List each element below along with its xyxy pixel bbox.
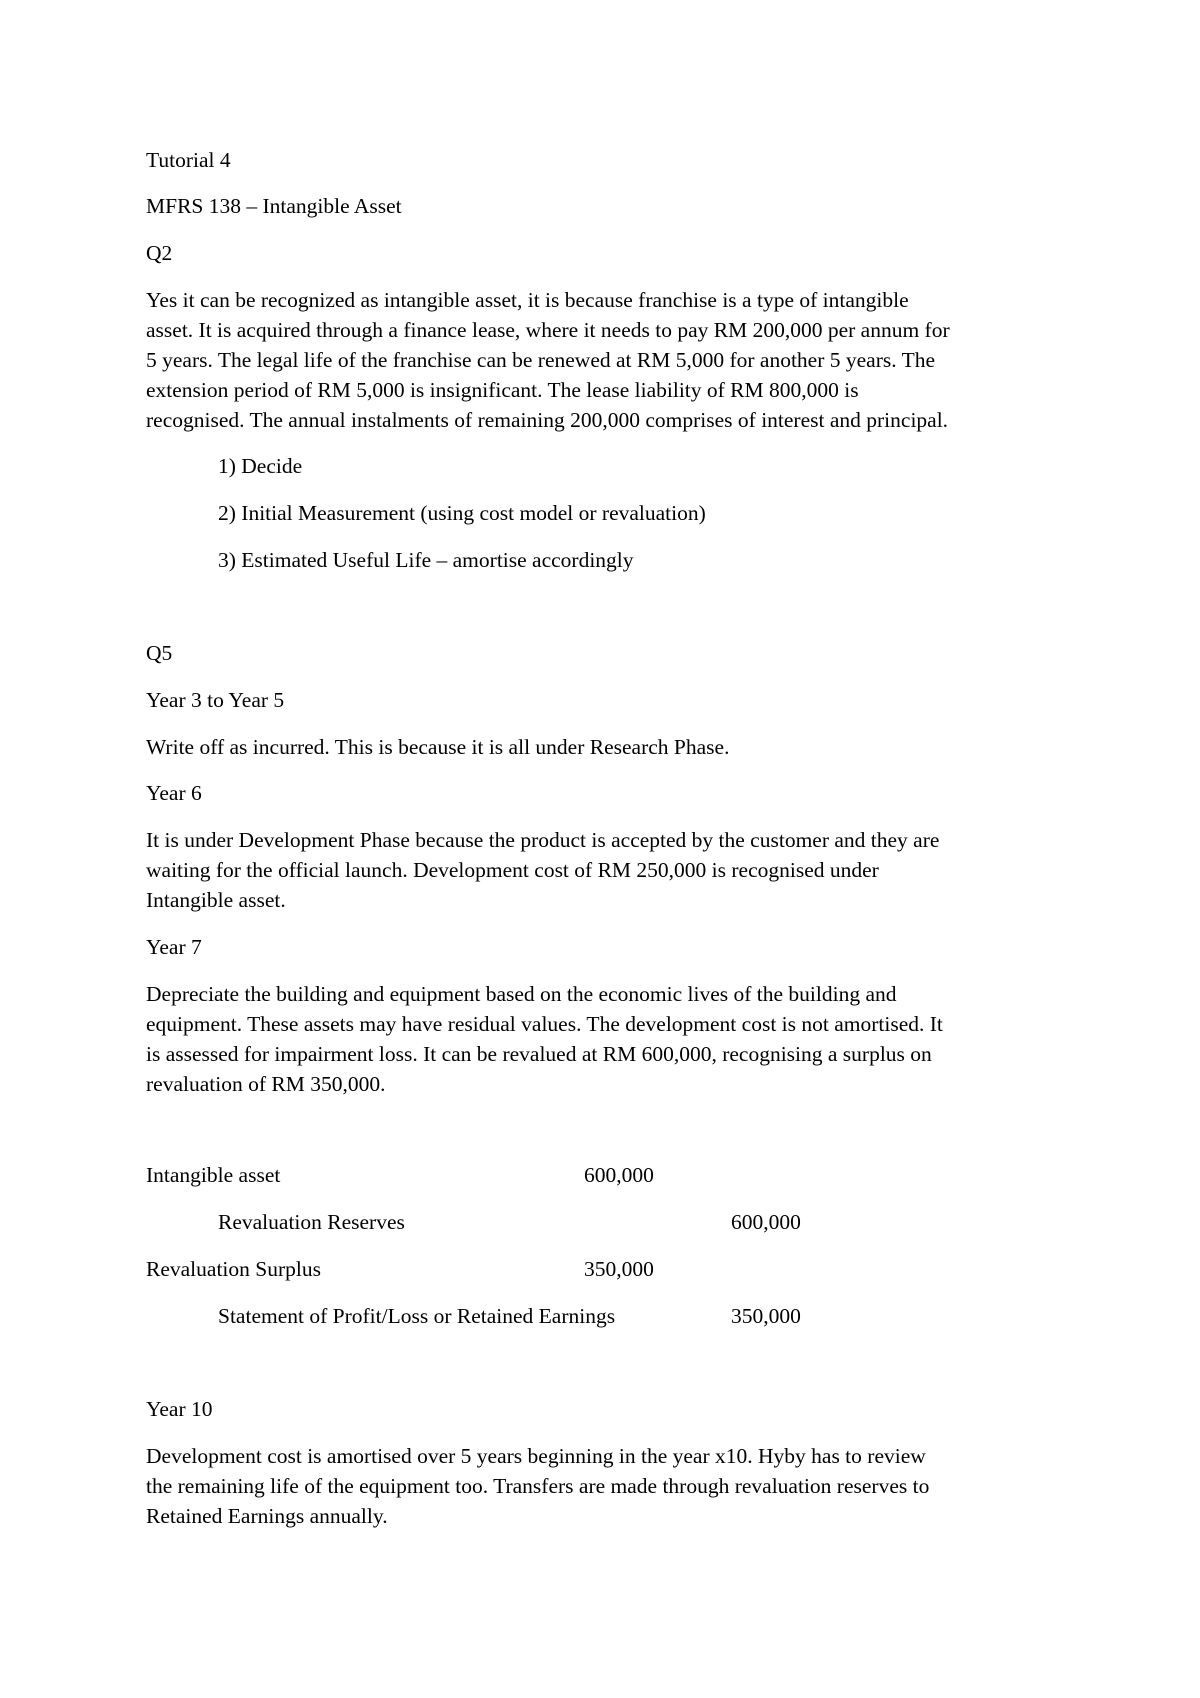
year10-line: the remaining life of the equipment too. Transfers are made through revaluation reserves to — [146, 1474, 930, 1498]
journal-account: Revaluation Surplus — [146, 1257, 321, 1281]
year6-text — [146, 825, 1066, 915]
journal-credit: 350,000 — [731, 1304, 801, 1328]
year6-line: Intangible asset. — [146, 888, 286, 912]
year10-text — [146, 1441, 1066, 1531]
q2-answer-line: Yes it can be recognized as intangible asset, it is because franchise is a type of intangible — [146, 288, 909, 312]
year3to5-text: Write off as incurred. This is because it is all under Research Phase. — [146, 735, 730, 759]
journal-debit: 600,000 — [584, 1163, 654, 1187]
q5-heading: Q5 — [146, 641, 173, 665]
journal-account: Revaluation Reserves — [218, 1210, 405, 1234]
q2-step-3: 3) Estimated Useful Life – amortise accordingly — [218, 548, 634, 572]
year10-line: Development cost is amortised over 5 years beginning in the year x10. Hyby has to review — [146, 1444, 926, 1468]
year6-line: It is under Development Phase because the product is accepted by the customer and they are — [146, 828, 940, 852]
journal-debit: 350,000 — [584, 1257, 654, 1281]
journal-credit: 600,000 — [731, 1210, 801, 1234]
journal-account: Intangible asset — [146, 1163, 281, 1187]
document-title: Tutorial 4 — [146, 148, 231, 172]
year7-line: is assessed for impairment loss. It can be revalued at RM 600,000, recognising a surplus on — [146, 1042, 932, 1066]
year7-label: Year 7 — [146, 935, 202, 959]
year10-line: Retained Earnings annually. — [146, 1504, 388, 1528]
q2-step-1: 1) Decide — [218, 454, 303, 478]
q2-answer — [146, 285, 1066, 435]
year7-line: equipment. These assets may have residual values. The development cost is not amortised. It — [146, 1012, 943, 1036]
q2-answer-line: 5 years. The legal life of the franchise can be renewed at RM 5,000 for another 5 years. The — [146, 348, 936, 372]
year7-line: revaluation of RM 350,000. — [146, 1072, 386, 1096]
q2-answer-line: recognised. The annual instalments of remaining 200,000 comprises of interest and principal. — [146, 408, 949, 432]
document-subtitle: MFRS 138 – Intangible Asset — [146, 194, 402, 218]
year3to5-label: Year 3 to Year 5 — [146, 688, 285, 712]
year7-text — [146, 979, 1066, 1099]
q2-step-2: 2) Initial Measurement (using cost model or revaluation) — [218, 501, 706, 525]
journal-account: Statement of Profit/Loss or Retained Earnings — [218, 1304, 616, 1328]
q2-answer-line: extension period of RM 5,000 is insignificant. The lease liability of RM 800,000 is — [146, 378, 859, 402]
year7-line: Depreciate the building and equipment based on the economic lives of the building and — [146, 982, 897, 1006]
year10-label: Year 10 — [146, 1397, 213, 1421]
q2-answer-line: asset. It is acquired through a finance lease, where it needs to pay RM 200,000 per annum for — [146, 318, 950, 342]
year6-line: waiting for the official launch. Development cost of RM 250,000 is recognised under — [146, 858, 879, 882]
q2-heading: Q2 — [146, 241, 173, 265]
year6-label: Year 6 — [146, 781, 202, 805]
